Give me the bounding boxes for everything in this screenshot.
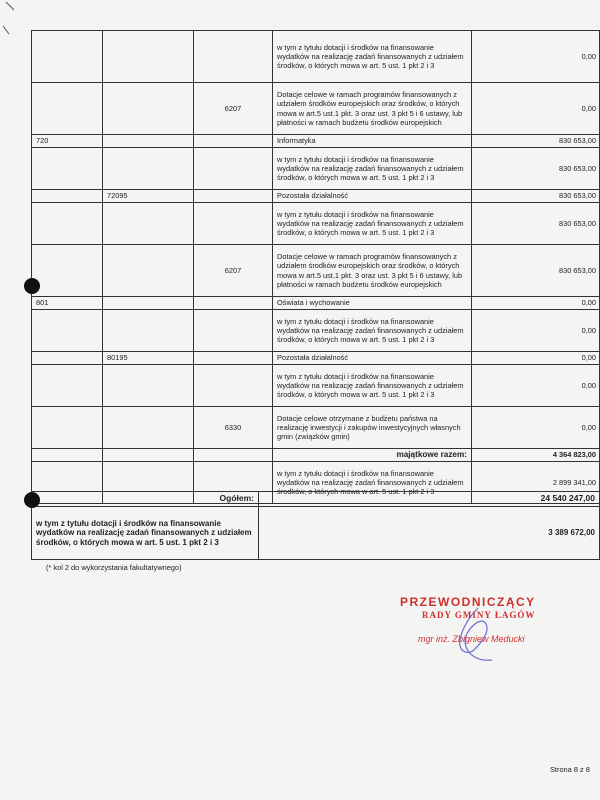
table-row bbox=[32, 203, 600, 245]
cell-dzial bbox=[32, 365, 103, 407]
cell-rozdzial bbox=[103, 83, 194, 135]
cell-description: w tym z tytułu dotacji i środków na finansowanie wydatków na realizację zadań finansowanych z udziałem środków, o których mowa w art. 5 ust. 1 pkt 2 i 3 bbox=[273, 31, 472, 83]
table-row bbox=[32, 352, 600, 365]
cell-rozdzial bbox=[103, 148, 194, 190]
total-amount: 24 540 247,00 bbox=[259, 492, 600, 507]
cell-description: Dotacje celowe w ramach programów finansowanych z udziałem środków europejskich oraz środków, o których mowa w art.5 ust.1 pkt. 3 oraz ust. 3 pkt 5 i 6 ustawy, lub płatności w ramach budżetu środków europejskich bbox=[273, 245, 472, 297]
cell-amount: 0,00 bbox=[472, 407, 600, 449]
cell-dzial bbox=[32, 31, 103, 83]
cell-description: w tym z tytułu dotacji i środków na finansowanie wydatków na realizację zadań finansowanych z udziałem środków, o których mowa w art. 5 ust. 1 pkt 2 i 3 bbox=[273, 203, 472, 245]
cell-dzial bbox=[32, 83, 103, 135]
cell-rozdzial: 72095 bbox=[103, 190, 194, 203]
cell-rozdzial bbox=[103, 135, 194, 148]
cell-amount: 0,00 bbox=[472, 352, 600, 365]
cell-dzial: 801 bbox=[32, 297, 103, 310]
subtotal-label: majątkowe razem: bbox=[273, 449, 472, 462]
page-number: Strona 8 z 8 bbox=[550, 765, 590, 774]
cell-amount: 830 653,00 bbox=[472, 245, 600, 297]
cell-paragraf: 6207 bbox=[194, 245, 273, 297]
total-row bbox=[32, 492, 600, 507]
cell-paragraf bbox=[194, 203, 273, 245]
cell-dzial bbox=[32, 203, 103, 245]
budget-table-body bbox=[32, 31, 600, 449]
table-row bbox=[32, 365, 600, 407]
table-row bbox=[32, 245, 600, 297]
cell-amount: 830 653,00 bbox=[472, 203, 600, 245]
total-label: Ogółem: bbox=[32, 492, 259, 507]
cell-description: Dotacje celowe w ramach programów finansowanych z udziałem środków europejskich oraz środków, o których mowa w art.5 ust.1 pkt. 3 oraz ust. 3 pkt 5 i 6 ustawy, lub płatności w ramach budżetu środków europejskich bbox=[273, 83, 472, 135]
footnote: (* kol 2 do wykorzystania fakultatywnego) bbox=[46, 563, 182, 572]
cell-rozdzial bbox=[103, 407, 194, 449]
cell-dzial bbox=[32, 407, 103, 449]
cell-dzial bbox=[32, 245, 103, 297]
cell-rozdzial: 80195 bbox=[103, 352, 194, 365]
cell-amount: 0,00 bbox=[472, 310, 600, 352]
cell-description: Dotacje celowe otrzymane z budżetu państwa na realizację inwestycji i zakupów inwestycyjnych własnych gmin (związków gmin) bbox=[273, 407, 472, 449]
table-row bbox=[32, 31, 600, 83]
cell-amount: 0,00 bbox=[472, 297, 600, 310]
total-detail-desc: w tym z tytułu dotacji i środków na finansowanie wydatków na realizację zadań finansowanych z udziałem środków, o których mowa w art. 5 ust. 1 pkt 2 i 3 bbox=[32, 507, 259, 560]
cell-dzial bbox=[32, 190, 103, 203]
stamp-name: mgr inż. Zbigniew Meducki bbox=[418, 634, 525, 644]
cell-amount: 830 653,00 bbox=[472, 148, 600, 190]
subtotal-detail-desc: w tym z tytułu dotacji i środków na finansowanie wydatków na realizację zadań finansowanych z udziałem środków, o których mowa w art. 5 ust. 1 pkt 2 i 3 bbox=[273, 462, 472, 504]
cell-dzial bbox=[32, 449, 103, 462]
cell-rozdzial bbox=[103, 365, 194, 407]
cell-dzial bbox=[32, 352, 103, 365]
table-row bbox=[32, 83, 600, 135]
subtotal-detail-amount: 2 899 341,00 bbox=[472, 462, 600, 504]
cell-dzial: 720 bbox=[32, 135, 103, 148]
cell-description: Pozostała działalność bbox=[273, 190, 472, 203]
subtotal-row bbox=[32, 449, 600, 462]
cell-description: w tym z tytułu dotacji i środków na finansowanie wydatków na realizację zadań finansowanych z udziałem środków, o których mowa w art. 5 ust. 1 pkt 2 i 3 bbox=[273, 365, 472, 407]
subtotal-amount: 4 364 823,00 bbox=[472, 449, 600, 462]
summary-table bbox=[31, 491, 600, 560]
cell-paragraf bbox=[194, 310, 273, 352]
stamp-title: PRZEWODNICZĄCY bbox=[400, 595, 536, 609]
cell-paragraf bbox=[194, 31, 273, 83]
table-row bbox=[32, 310, 600, 352]
handwritten-signature bbox=[440, 606, 510, 666]
table-row bbox=[32, 135, 600, 148]
cell-paragraf bbox=[194, 148, 273, 190]
punch-hole bbox=[24, 278, 40, 294]
cell-description: Pozostała działalność bbox=[273, 352, 472, 365]
cell-dzial bbox=[32, 148, 103, 190]
cell-amount: 0,00 bbox=[472, 365, 600, 407]
cell-amount: 830 653,00 bbox=[472, 135, 600, 148]
table-row bbox=[32, 407, 600, 449]
cell-paragraf bbox=[194, 365, 273, 407]
total-detail-row bbox=[32, 507, 600, 560]
cell-description: Informatyka bbox=[273, 135, 472, 148]
table-row bbox=[32, 297, 600, 310]
cell-description: Oświata i wychowanie bbox=[273, 297, 472, 310]
cell-paragraf bbox=[194, 449, 273, 462]
cell-paragraf bbox=[194, 135, 273, 148]
corner-mark bbox=[0, 0, 20, 40]
table-row bbox=[32, 148, 600, 190]
cell-rozdzial bbox=[103, 449, 194, 462]
punch-hole bbox=[24, 492, 40, 508]
cell-paragraf bbox=[194, 297, 273, 310]
cell-dzial bbox=[32, 310, 103, 352]
cell-description: w tym z tytułu dotacji i środków na finansowanie wydatków na realizację zadań finansowanych z udziałem środków, o których mowa w art. 5 ust. 1 pkt 2 i 3 bbox=[273, 148, 472, 190]
cell-rozdzial bbox=[103, 245, 194, 297]
cell-amount: 0,00 bbox=[472, 31, 600, 83]
total-detail-amount: 3 389 672,00 bbox=[259, 507, 600, 560]
cell-amount: 0,00 bbox=[472, 83, 600, 135]
cell-amount: 830 653,00 bbox=[472, 190, 600, 203]
cell-rozdzial bbox=[103, 31, 194, 83]
budget-table bbox=[31, 30, 600, 504]
table-row bbox=[32, 190, 600, 203]
cell-rozdzial bbox=[103, 297, 194, 310]
cell-paragraf bbox=[194, 352, 273, 365]
cell-paragraf: 6207 bbox=[194, 83, 273, 135]
cell-description: w tym z tytułu dotacji i środków na finansowanie wydatków na realizację zadań finansowanych z udziałem środków, o których mowa w art. 5 ust. 1 pkt 2 i 3 bbox=[273, 310, 472, 352]
cell-rozdzial bbox=[103, 310, 194, 352]
cell-rozdzial bbox=[103, 203, 194, 245]
cell-paragraf bbox=[194, 190, 273, 203]
stamp-council: RADY GMINY ŁAGÓW bbox=[422, 610, 536, 620]
cell-paragraf: 6330 bbox=[194, 407, 273, 449]
